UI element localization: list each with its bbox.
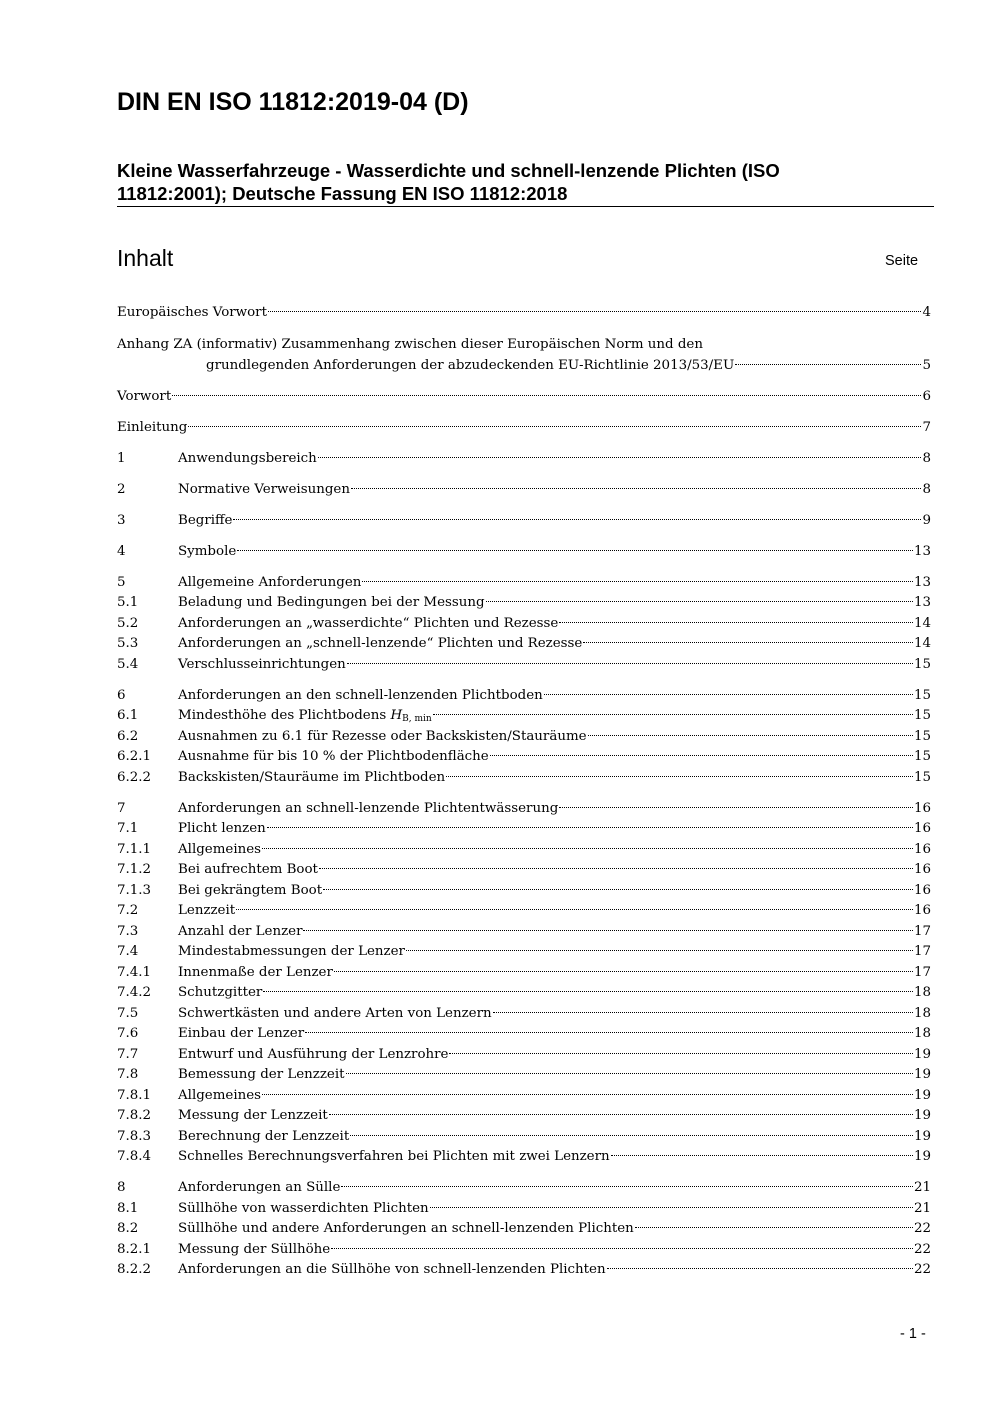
- toc-entry-europaeisches-vorwort[interactable]: [117, 303, 931, 324]
- toc-entry-number: 7.1: [117, 821, 139, 836]
- toc-entry-number: 7.4.1: [117, 964, 152, 980]
- toc-entry-title: Bei gekrängtem Boot: [178, 882, 323, 898]
- toc-entry-number: 7.8.3: [117, 1128, 152, 1144]
- toc-entry-title: Messung der Süllhöhe: [178, 1241, 331, 1257]
- toc-entry-number: 6.2: [117, 728, 139, 744]
- toc-leader: [303, 930, 912, 931]
- toc-heading: Inhalt: [117, 245, 174, 271]
- toc-entry-title: Schnelles Berechnungsverfahren bei Plichten mit zwei Lenzern: [178, 1149, 610, 1164]
- toc-leader: [493, 1012, 913, 1013]
- toc-entry-page: 7: [922, 419, 931, 435]
- toc-entry-page: 19: [913, 1149, 931, 1164]
- toc-entry-8-2-2[interactable]: [117, 1260, 931, 1281]
- toc-entry-title: Süllhöhe von wasserdichten Plichten: [178, 1200, 429, 1216]
- toc-entry-number: 8: [117, 1180, 126, 1195]
- toc-leader: [611, 1155, 913, 1156]
- toc-leader: [319, 868, 913, 869]
- toc-entry-title: Normative Verweisungen: [178, 481, 350, 497]
- page-column-label: Seite: [885, 253, 919, 269]
- toc-entry-page: 15: [913, 769, 931, 785]
- toc-leader: [188, 426, 921, 427]
- toc-entry-page: 9: [922, 512, 931, 528]
- toc-entry-page: 16: [913, 903, 931, 918]
- toc-entry-3[interactable]: [117, 511, 931, 532]
- toc-entry-7[interactable]: [117, 799, 931, 820]
- toc-entry-number: 7.7: [117, 1046, 139, 1062]
- toc-entry-4[interactable]: [117, 542, 931, 563]
- toc-entry-2[interactable]: [117, 480, 931, 501]
- toc-entry-7-8-3[interactable]: [117, 1127, 931, 1148]
- toc-entry-page: 19: [913, 1046, 931, 1062]
- toc-entry-page: 15: [913, 656, 931, 672]
- math-symbol-h: H: [390, 708, 403, 723]
- toc-entry-7-1[interactable]: [117, 819, 931, 840]
- toc-leader: [351, 488, 922, 489]
- toc-leader: [490, 755, 913, 756]
- toc-entry-7-6[interactable]: [117, 1024, 931, 1045]
- toc-entry-number: 7.4.2: [117, 985, 152, 1000]
- toc-entry-page: 19: [913, 1128, 931, 1144]
- toc-entry-title: Einleitung: [117, 419, 188, 435]
- toc-entry-7-1-1[interactable]: [117, 840, 931, 861]
- toc-entry-title: Entwurf und Ausführung der Lenzrohre: [178, 1046, 449, 1062]
- toc-entry-number: 8.2: [117, 1221, 139, 1236]
- toc-entry-page: 19: [913, 1108, 931, 1123]
- toc-entry-7-8-4[interactable]: [117, 1147, 931, 1168]
- toc-entry-title: Schutzgitter: [178, 985, 263, 1000]
- toc-entry-number: 8.2.1: [117, 1241, 152, 1257]
- toc-entry-7-1-2[interactable]: [117, 860, 931, 881]
- toc-entry-title: Anzahl der Lenzer: [178, 923, 303, 939]
- toc-entry-title-continued: grundlegenden Anforderungen der abzudeckenden EU-Richtlinie 2013/53/EU: [206, 358, 735, 373]
- toc-entry-6-2-1[interactable]: [117, 747, 931, 768]
- toc-entry-title: Bemessung der Lenzzeit: [178, 1067, 345, 1082]
- toc-entry-title: Allgemeine Anforderungen: [178, 574, 362, 590]
- toc-entry-number: 5.3: [117, 636, 139, 651]
- toc-leader: [583, 642, 913, 643]
- toc-entry-title: Anforderungen an schnell-lenzende Plichtentwässerung: [178, 800, 559, 816]
- toc-entry-page: 19: [913, 1067, 931, 1082]
- toc-leader: [262, 848, 913, 849]
- toc-entry-7-3[interactable]: [117, 922, 931, 943]
- toc-leader: [237, 550, 913, 551]
- toc-entry-number: 5.1: [117, 595, 139, 610]
- toc-entry-number: 2: [117, 481, 126, 497]
- document-title: DIN EN ISO 11812:2019-04 (D): [117, 88, 469, 116]
- toc-entry-6-1[interactable]: [117, 706, 931, 727]
- toc-entry-page: 15: [913, 687, 931, 703]
- toc-entry-title: Vorwort: [117, 388, 172, 404]
- toc-leader: [346, 1073, 913, 1074]
- toc-entry-title: Schwertkästen und andere Arten von Lenzern: [178, 1005, 492, 1021]
- toc-entry-7-7[interactable]: [117, 1045, 931, 1066]
- toc-entry-number: 5.4: [117, 656, 139, 672]
- toc-entry-page: 13: [913, 574, 931, 590]
- toc-entry-page: 21: [913, 1180, 931, 1195]
- toc-leader: [263, 991, 913, 992]
- toc-entry-page: 15: [913, 728, 931, 744]
- toc-entry-title: Ausnahme für bis 10 % der Plichtbodenfläche: [178, 749, 489, 764]
- toc-entry-7-4-2[interactable]: [117, 983, 931, 1004]
- toc-entry-title: Bei aufrechtem Boot: [178, 862, 318, 877]
- toc-entry-page: 5: [922, 358, 931, 373]
- toc-entry-vorwort[interactable]: [117, 387, 931, 408]
- toc-entry-8-2[interactable]: [117, 1219, 931, 1240]
- toc-leader: [486, 601, 913, 602]
- toc-entry-page: 8: [922, 450, 931, 466]
- toc-entry-number: 5: [117, 574, 126, 590]
- toc-entry-page: 17: [913, 964, 931, 980]
- toc-entry-6[interactable]: [117, 686, 931, 707]
- toc-entry-7-2[interactable]: [117, 901, 931, 922]
- toc-entry-page: 16: [913, 821, 931, 836]
- toc-entry-number: 5.2: [117, 615, 139, 631]
- toc-leader: [559, 807, 913, 808]
- toc-entry-7-4[interactable]: [117, 942, 931, 963]
- toc-entry-page: 19: [913, 1087, 931, 1103]
- toc-entry-page: 18: [913, 1005, 931, 1021]
- toc-entry-page: 21: [913, 1200, 931, 1216]
- toc-leader: [449, 1053, 912, 1054]
- toc-entry-8[interactable]: [117, 1178, 931, 1199]
- toc-entry-page: 13: [913, 543, 931, 559]
- table-of-contents: [117, 303, 931, 1281]
- toc-entry-1[interactable]: [117, 449, 931, 470]
- toc-leader: [635, 1227, 913, 1228]
- toc-entry-number: 6.1: [117, 708, 139, 723]
- toc-entry-6-2-2[interactable]: [117, 768, 931, 789]
- toc-entry-number: 7.1.2: [117, 862, 152, 877]
- toc-entry-page: 16: [913, 862, 931, 877]
- toc-entry-title: Allgemeines: [178, 1087, 262, 1103]
- toc-entry-page: 22: [913, 1241, 931, 1257]
- toc-entry-page: 6: [922, 388, 931, 404]
- toc-entry-number: 7.1.3: [117, 882, 152, 898]
- toc-entry-title: Plicht lenzen: [178, 821, 266, 836]
- toc-entry-title: Anforderungen an die Süllhöhe von schnell-lenzenden Plichten: [178, 1262, 606, 1277]
- toc-leader: [588, 735, 913, 736]
- toc-entry-8-1[interactable]: [117, 1199, 931, 1220]
- toc-entry-5[interactable]: [117, 573, 931, 594]
- toc-entry-7-8-2[interactable]: [117, 1106, 931, 1127]
- toc-entry-title: Backskisten/Stauräume im Plichtboden: [178, 769, 446, 785]
- toc-entry-page: 13: [913, 595, 931, 610]
- toc-entry-title: Lenzzeit: [178, 903, 236, 918]
- toc-entry-anhang-za[interactable]: [117, 334, 931, 376]
- toc-entry-title: Süllhöhe und andere Anforderungen an schnell-lenzenden Plichten: [178, 1221, 634, 1236]
- toc-leader: [172, 395, 921, 396]
- toc-entry-number: 7: [117, 800, 126, 816]
- toc-entry-number: 7.8.4: [117, 1149, 152, 1164]
- toc-entry-title: Anforderungen an den schnell-lenzenden Plichtboden: [178, 687, 543, 703]
- toc-entry-title: Berechnung der Lenzzeit: [178, 1128, 350, 1144]
- toc-entry-title: Ausnahmen zu 6.1 für Rezesse oder Backskisten/Stauräume: [178, 728, 587, 744]
- toc-entry-number: 7.5: [117, 1005, 139, 1021]
- toc-entry-5-1[interactable]: [117, 593, 931, 614]
- toc-leader: [607, 1268, 913, 1269]
- toc-entry-title: Verschlusseinrichtungen: [178, 656, 346, 672]
- toc-entry-page: 17: [913, 944, 931, 959]
- toc-entry-page: 18: [913, 1026, 931, 1041]
- toc-entry-7-8-1[interactable]: [117, 1086, 931, 1107]
- page-number: - 1 -: [900, 1326, 926, 1342]
- toc-leader: [735, 364, 921, 365]
- toc-leader: [406, 950, 913, 951]
- toc-entry-7-1-3[interactable]: [117, 881, 931, 902]
- toc-entry-number: 1: [117, 450, 126, 466]
- toc-entry-number: 6.2.2: [117, 769, 152, 785]
- toc-entry-7-5[interactable]: [117, 1004, 931, 1025]
- toc-leader: [334, 971, 913, 972]
- toc-leader: [544, 694, 913, 695]
- toc-entry-page: 22: [913, 1221, 931, 1236]
- toc-entry-title: Beladung und Bedingungen bei der Messung: [178, 595, 485, 610]
- toc-entry-title: Innenmaße der Lenzer: [178, 964, 333, 980]
- toc-entry-title: Mindesthöhe des Plichtbodens: [178, 708, 387, 723]
- toc-leader: [267, 827, 913, 828]
- toc-leader: [268, 311, 922, 312]
- toc-leader: [331, 1248, 913, 1249]
- toc-entry-6-2[interactable]: [117, 727, 931, 748]
- toc-entry-title: Allgemeines: [178, 841, 262, 857]
- toc-entry-number: 4: [117, 543, 126, 559]
- toc-entry-number: 7.3: [117, 923, 139, 939]
- toc-entry-title: Symbole: [178, 543, 237, 559]
- toc-entry-5-4[interactable]: [117, 655, 931, 676]
- toc-entry-number: 7.8.2: [117, 1108, 152, 1123]
- document-subtitle: Kleine Wasserfahrzeuge - Wasserdichte und schnell-lenzende Plichten (ISO 11812:2001); Deutsche Fassung EN ISO 11812:2018: [117, 160, 780, 204]
- toc-entry-number: 3: [117, 512, 126, 528]
- toc-entry-title: Europäisches Vorwort: [117, 305, 267, 320]
- toc-entry-number: 8.1: [117, 1200, 139, 1216]
- toc-leader: [433, 714, 913, 715]
- toc-entry-page: 18: [913, 985, 931, 1000]
- toc-leader: [446, 776, 913, 777]
- toc-entry-8-2-1[interactable]: [117, 1240, 931, 1261]
- toc-leader: [323, 889, 913, 890]
- toc-leader: [233, 519, 921, 520]
- toc-entry-number: 7.8: [117, 1067, 139, 1082]
- toc-entry-page: 8: [922, 481, 931, 497]
- toc-entry-number: 7.1.1: [117, 841, 152, 857]
- toc-entry-number: 7.8.1: [117, 1087, 152, 1103]
- toc-leader: [318, 457, 922, 458]
- toc-entry-number: 8.2.2: [117, 1262, 152, 1277]
- toc-entry-page: 16: [913, 841, 931, 857]
- toc-entry-einleitung[interactable]: [117, 418, 931, 439]
- toc-entry-5-3[interactable]: [117, 634, 931, 655]
- toc-entry-number: 6.2.1: [117, 749, 152, 764]
- toc-entry-page: 16: [913, 882, 931, 898]
- toc-entry-title: Einbau der Lenzer: [178, 1026, 305, 1041]
- toc-entry-title: Begriffe: [178, 512, 233, 528]
- toc-entry-title: Anforderungen an „schnell-lenzende“ Plichten und Rezesse: [178, 636, 583, 651]
- toc-leader: [236, 909, 913, 910]
- toc-leader: [329, 1114, 913, 1115]
- toc-entry-page: 22: [913, 1262, 931, 1277]
- header-rule: [117, 206, 934, 207]
- toc-entry-page: 17: [913, 923, 931, 939]
- toc-leader: [559, 622, 913, 623]
- toc-entry-page: 14: [913, 636, 931, 651]
- toc-entry-number: 7.2: [117, 903, 139, 918]
- toc-entry-page: 14: [913, 615, 931, 631]
- toc-entry-number: 7.6: [117, 1026, 139, 1041]
- toc-leader: [341, 1186, 913, 1187]
- toc-entry-page: 15: [913, 708, 931, 723]
- math-symbol-subscript: B, min: [402, 714, 432, 724]
- toc-entry-7-8[interactable]: [117, 1065, 931, 1086]
- toc-entry-title: Messung der Lenzzeit: [178, 1108, 328, 1123]
- toc-entry-title: Anforderungen an „wasserdichte“ Plichten und Rezesse: [178, 615, 559, 631]
- toc-leader: [430, 1207, 913, 1208]
- toc-entry-page: 15: [913, 749, 931, 764]
- toc-leader: [350, 1135, 913, 1136]
- toc-entry-5-2[interactable]: [117, 614, 931, 635]
- toc-leader: [305, 1032, 913, 1033]
- toc-entry-7-4-1[interactable]: [117, 963, 931, 984]
- toc-entry-title: Anforderungen an Sülle: [178, 1180, 341, 1195]
- toc-entry-page: 16: [913, 800, 931, 816]
- toc-entry-title: Mindestabmessungen der Lenzer: [178, 944, 405, 959]
- toc-leader: [347, 663, 913, 664]
- toc-leader: [262, 1094, 913, 1095]
- toc-entry-number: 6: [117, 687, 126, 703]
- toc-entry-title: Anwendungsbereich: [178, 450, 317, 466]
- toc-entry-title: Anhang ZA (informativ) Zusammenhang zwischen dieser Europäischen Norm und den: [117, 337, 703, 352]
- toc-entry-number: 7.4: [117, 944, 139, 959]
- toc-entry-page: 4: [922, 305, 931, 320]
- toc-leader: [362, 581, 913, 582]
